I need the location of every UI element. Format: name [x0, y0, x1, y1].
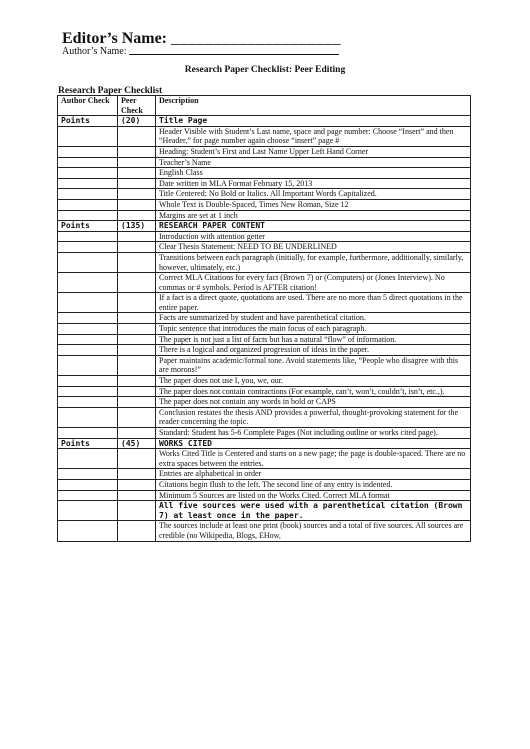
table-row	[58, 324, 471, 335]
author-check-cell[interactable]	[58, 178, 118, 189]
peer-check-cell[interactable]	[118, 334, 156, 345]
item-description: Facts are summarized by student and have parenthetical citation.	[156, 313, 471, 324]
table-row	[58, 355, 471, 375]
item-description: Header Visible with Student’s Last name, space and page number: Choose “Insert” and then “Header,” for page number again choose “insert” page #	[156, 126, 471, 146]
item-description: Paper maintains academic/formal tone. Avoid statements like, “People who disagree with this are morons!”	[156, 355, 471, 375]
peer-check-cell[interactable]	[118, 210, 156, 221]
table-row	[58, 199, 471, 210]
table-row	[58, 157, 471, 168]
item-description: Correct MLA Citations for every fact (Brown 7) or (Computers) or (Jones Interview). No commas or # symbols. Period is AFTER citation!	[156, 273, 471, 293]
section-heading: Title Page	[156, 116, 471, 127]
peer-check-cell[interactable]	[118, 449, 156, 469]
author-check-cell[interactable]	[58, 449, 118, 469]
points-label: Points	[58, 116, 118, 127]
item-description: Entries are alphabetical in order	[156, 469, 471, 480]
author-check-cell[interactable]	[58, 189, 118, 200]
item-description: Introduction with attention getter	[156, 231, 471, 242]
table-row	[58, 469, 471, 480]
table-row	[58, 252, 471, 272]
peer-check-cell[interactable]	[118, 273, 156, 293]
author-check-cell[interactable]	[58, 313, 118, 324]
points-value: (135)	[118, 221, 156, 232]
peer-check-cell[interactable]	[118, 521, 156, 541]
author-check-cell[interactable]	[58, 490, 118, 501]
item-description: The sources include at least one print (book) sources and a total of five sources. All sources are credible (no Wikipedia, Blogs, EHow,	[156, 521, 471, 541]
author-check-cell[interactable]	[58, 501, 118, 521]
table-row	[58, 397, 471, 408]
peer-check-cell[interactable]	[118, 199, 156, 210]
table-row	[58, 178, 471, 189]
points-label: Points	[58, 221, 118, 232]
peer-check-cell[interactable]	[118, 386, 156, 397]
item-description: Margins are set at 1 inch	[156, 210, 471, 221]
author-check-cell[interactable]	[58, 397, 118, 408]
table-row	[58, 490, 471, 501]
author-check-cell[interactable]	[58, 146, 118, 157]
peer-check-cell[interactable]	[118, 157, 156, 168]
section-row-title-page	[58, 116, 471, 127]
author-name-label: Author’s Name:	[62, 46, 127, 57]
author-name-line	[129, 54, 339, 55]
item-description: Whole Text is Double-Spaced, Times New Roman, Size 12	[156, 199, 471, 210]
description-header: Description	[156, 96, 471, 116]
peer-check-header: Peer Check	[118, 96, 156, 116]
peer-check-cell[interactable]	[118, 146, 156, 157]
section-heading: WORKS CITED	[156, 438, 471, 449]
item-description: Topic sentence that introduces the main focus of each paragraph.	[156, 324, 471, 335]
author-check-cell[interactable]	[58, 479, 118, 490]
author-check-cell[interactable]	[58, 334, 118, 345]
points-value: (45)	[118, 438, 156, 449]
item-description: All five sources were used with a parenthetical citation (Brown 7) at least once in the paper.	[156, 501, 471, 521]
item-description: English Class	[156, 168, 471, 179]
author-check-cell[interactable]	[58, 293, 118, 313]
author-check-cell[interactable]	[58, 231, 118, 242]
table-row	[58, 273, 471, 293]
peer-check-cell[interactable]	[118, 313, 156, 324]
author-check-cell[interactable]	[58, 252, 118, 272]
author-check-cell[interactable]	[58, 355, 118, 375]
peer-check-cell[interactable]	[118, 376, 156, 387]
peer-check-cell[interactable]	[118, 324, 156, 335]
peer-check-cell[interactable]	[118, 407, 156, 427]
item-description: If a fact is a direct quote, quotations are used. There are no more than 5 direct quotations in the entire paper.	[156, 293, 471, 313]
table-row	[58, 501, 471, 521]
item-description: Title Centered: No Bold or Italics. All Important Words Capitalized.	[156, 189, 471, 200]
author-name-field	[62, 46, 339, 57]
table-row	[58, 168, 471, 179]
editor-name-label: Editor’s Name:	[62, 30, 168, 47]
peer-check-cell[interactable]	[118, 189, 156, 200]
peer-check-cell[interactable]	[118, 490, 156, 501]
author-check-cell[interactable]	[58, 126, 118, 146]
peer-check-cell[interactable]	[118, 428, 156, 439]
peer-check-cell[interactable]	[118, 242, 156, 253]
item-description: The paper is not just a list of facts but has a natural “flow” of information.	[156, 334, 471, 345]
table-title: Research Paper Checklist	[58, 86, 163, 96]
item-description: Works Cited Title is Centered and starts on a new page; the page is double-spaced. There are no extra spaces between the entries.	[156, 449, 471, 469]
item-description: Clear Thesis Statement: NEED TO BE UNDERLINED	[156, 242, 471, 253]
author-check-cell[interactable]	[58, 157, 118, 168]
peer-check-cell[interactable]	[118, 355, 156, 375]
table-row	[58, 386, 471, 397]
peer-check-cell[interactable]	[118, 293, 156, 313]
author-check-cell[interactable]	[58, 324, 118, 335]
item-description: Heading: Student’s First and Last Name Upper Left Hand Corner	[156, 146, 471, 157]
table-row	[58, 146, 471, 157]
peer-check-cell[interactable]	[118, 397, 156, 408]
author-check-cell[interactable]	[58, 407, 118, 427]
table-row	[58, 345, 471, 356]
peer-check-cell[interactable]	[118, 479, 156, 490]
points-label: Points	[58, 438, 118, 449]
author-check-cell[interactable]	[58, 242, 118, 253]
table-row	[58, 313, 471, 324]
item-description: There is a logical and organized progression of ideas in the paper.	[156, 345, 471, 356]
item-description: Conclusion restates the thesis AND provides a powerful, thought-provoking statement for the reader concerning the topic.	[156, 407, 471, 427]
table-row	[58, 231, 471, 242]
author-check-cell[interactable]	[58, 168, 118, 179]
table-row	[58, 242, 471, 253]
author-check-cell[interactable]	[58, 199, 118, 210]
table-row	[58, 126, 471, 146]
item-description: Date written in MLA Format February 15, 2013	[156, 178, 471, 189]
document-title: Research Paper Checklist: Peer Editing	[184, 65, 346, 75]
author-check-cell[interactable]	[58, 386, 118, 397]
item-description: Transitions between each paragraph (initially, for example, furthermore, additionally, similarly, however, ultimately, etc.)	[156, 252, 471, 272]
editor-name-blank: ____________________	[171, 30, 342, 47]
table-row	[58, 521, 471, 541]
peer-check-cell[interactable]	[118, 126, 156, 146]
table-row	[58, 449, 471, 469]
peer-check-cell[interactable]	[118, 469, 156, 480]
item-description: Standard: Student has 5-6 Complete Pages (Not including outline or works cited page).	[156, 428, 471, 439]
checklist-table	[57, 95, 471, 542]
peer-check-cell[interactable]	[118, 178, 156, 189]
section-heading: RESEARCH PAPER CONTENT	[156, 221, 471, 232]
table-row	[58, 293, 471, 313]
peer-check-cell[interactable]	[118, 252, 156, 272]
author-check-cell[interactable]	[58, 273, 118, 293]
author-check-cell[interactable]	[58, 210, 118, 221]
table-row	[58, 334, 471, 345]
item-description: The paper does not use I, you, we, our.	[156, 376, 471, 387]
author-check-cell[interactable]	[58, 376, 118, 387]
table-row	[58, 376, 471, 387]
table-row	[58, 428, 471, 439]
table-row	[58, 210, 471, 221]
item-description: Minimum 5 Sources are listed on the Works Cited. Correct MLA format	[156, 490, 471, 501]
section-row-content	[58, 221, 471, 232]
author-check-cell[interactable]	[58, 345, 118, 356]
author-check-cell[interactable]	[58, 428, 118, 439]
table-row	[58, 189, 471, 200]
item-description: The paper does not contain contractions (For example, can’t, won’t, couldn’t, isn’t, etc.,).	[156, 386, 471, 397]
peer-check-cell[interactable]	[118, 168, 156, 179]
peer-check-cell[interactable]	[118, 501, 156, 521]
points-value: (20)	[118, 116, 156, 127]
peer-check-cell[interactable]	[118, 345, 156, 356]
table-row	[58, 479, 471, 490]
section-row-works-cited	[58, 438, 471, 449]
item-description: The paper does not contain any words in bold or CAPS	[156, 397, 471, 408]
peer-check-cell[interactable]	[118, 231, 156, 242]
table-header-row	[58, 96, 471, 116]
item-description: Teacher’s Name	[156, 157, 471, 168]
author-check-cell[interactable]	[58, 469, 118, 480]
author-check-header: Author Check	[58, 96, 118, 116]
item-description: Citations begin flush to the left. The second line of any entry is indented.	[156, 479, 471, 490]
table-row	[58, 407, 471, 427]
author-check-cell[interactable]	[58, 521, 118, 541]
